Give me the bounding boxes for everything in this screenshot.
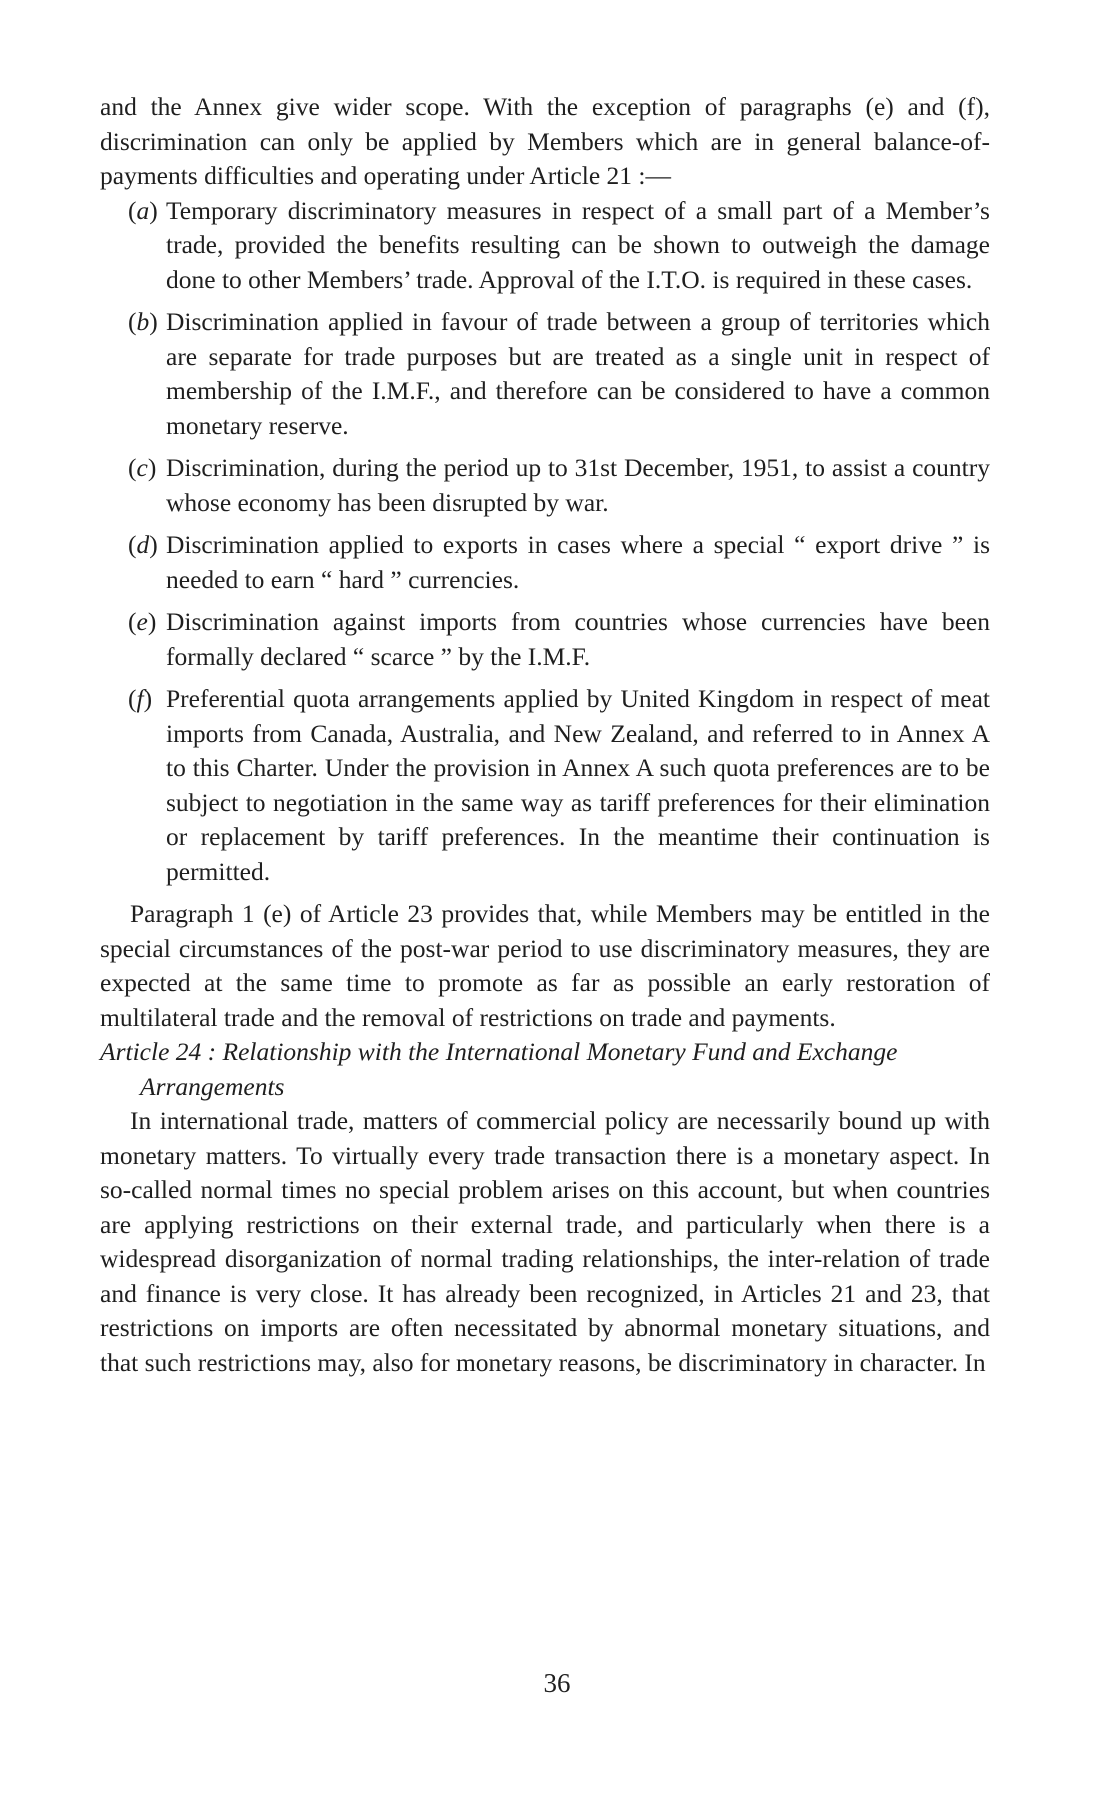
list-item [100,451,990,520]
article-23-paragraph: Paragraph 1 (e) of Article 23 provides that, while Members may be entitled in the special circumstances of the post-war period to use discriminatory measures, they are expected at the same time to promote as far as possible an early restoration of multilateral trade and the removal of restrictions on trade and payments. [100,899,990,1032]
list-item-text: Discrimination applied to exports in cases where a special “ export drive ” is needed to earn “ hard ” currencies. [166,530,990,594]
article-24-heading: Article 24 : Relationship with the International Monetary Fund and Exchange Arrangements [100,1037,898,1101]
list-item-text: Discrimination against imports from countries whose currencies have been formally declared “ scarce ” by the I.M.F. [166,607,990,671]
opening-paragraph: and the Annex give wider scope. With the exception of paragraphs (e) and (f), discrimination can only be applied by Members which are in general balance-of-payments difficulties and operating under Article 21 :— [100,92,990,190]
article-24-paragraph: In international trade, matters of commercial policy are necessarily bound up with monetary matters. To virtually every trade transaction there is a monetary aspect. In so-called normal times no special problem arises on this account, but when countries are applying restrictions on their external trade, and particularly when there is a widespread disorganization of normal trading relationships, the inter-relation of trade and finance is very close. It has already been recognized, in Articles 21 and 23, that restrictions on imports are often necessitated by abnormal monetary situations, and that such restrictions may, also for monetary reasons, be discriminatory in character. In [100,1106,990,1377]
list-marker: (f) [128,684,153,713]
list-item-text: Discrimination, during the period up to 31st December, 1951, to assist a country whose economy has been disrupted by war. [166,453,990,517]
page-number: 36 [543,1668,571,1698]
list-marker: (c) [128,453,157,482]
list-marker: (d) [128,530,158,559]
list-item-text: Temporary discriminatory measures in respect of a small part of a Member’s trade, provided the benefits resulting can be shown to outweigh the damage done to other Members’ trade. Approval of the I.T.O. is required in these cases. [166,195,990,294]
list-marker: (a) [128,195,158,225]
list-marker: (e) [128,607,157,636]
list-item-text: Discrimination applied in favour of trade between a group of territories which are separate for trade purposes but are treated as a single unit in respect of membership of the I.M.F., and therefore can be considered to have a common monetary reserve. [166,307,990,440]
list-marker: (b) [128,307,158,336]
discrimination-list [100,194,990,890]
list-item [100,528,990,597]
page-body [100,90,990,1380]
list-item [100,194,990,298]
list-item [100,305,990,443]
list-item [100,682,990,889]
list-item-text: Preferential quota arrangements applied by United Kingdom in respect of meat imports from Canada, Australia, and New Zealand, and referred to in Annex A to this Charter. Under the provision in Annex A such quota preferences are to be subject to negotiation in the same way as tariff preferences for their elimination or replacement by tariff preferences. In the meantime their continuation is permitted. [166,684,990,886]
list-item [100,605,990,674]
